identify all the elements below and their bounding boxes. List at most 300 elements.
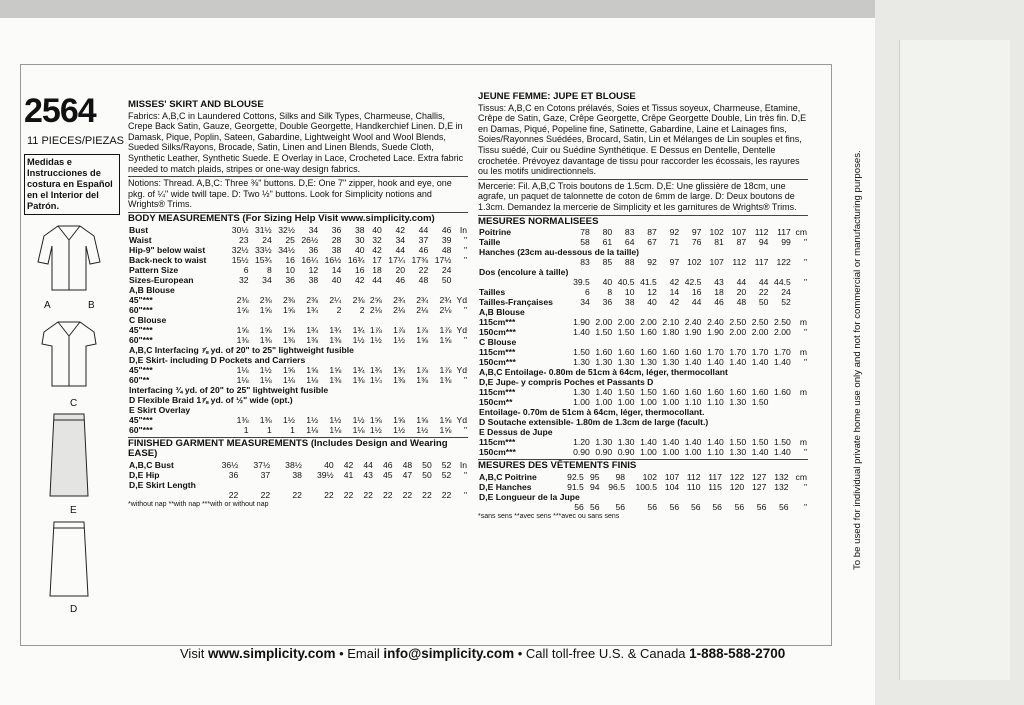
table-cell: 17: [372, 254, 382, 265]
table-row: [478, 407, 808, 417]
table-cell: 1.30: [640, 357, 657, 368]
table-cell: 132: [774, 471, 789, 482]
table-cell: 38: [624, 297, 635, 308]
table-cell: m: [799, 387, 807, 398]
row-label: [478, 257, 569, 267]
table-row: [128, 470, 468, 480]
table-cell: 1.60: [684, 387, 702, 398]
table-cell: 42: [372, 244, 382, 255]
table-cell: 2.40: [684, 317, 702, 328]
table-cell: 28: [331, 234, 342, 245]
view-label-d: D: [70, 604, 78, 615]
footer-email-link[interactable]: info@simplicity.com: [383, 646, 515, 661]
row-label: Dos (encolure à taille): [479, 267, 569, 278]
table-cell: 47: [402, 469, 413, 480]
table-cell: 1.50: [751, 437, 769, 448]
table-cell: 1.70: [729, 347, 747, 358]
table-cell: 1⅜: [393, 374, 406, 385]
table-cell: 1⅝: [259, 324, 272, 335]
table-cell: ": [803, 277, 807, 288]
table-cell: 1.60: [662, 347, 680, 358]
view-label-b: B: [88, 300, 95, 311]
table-cell: 6: [243, 264, 249, 275]
table-cell: 1¾: [352, 364, 365, 375]
french-yardage-table: [478, 227, 808, 457]
table-cell: 43: [363, 469, 373, 480]
french-body-title: MESURES NORMALISEES: [478, 215, 808, 228]
table-cell: 2: [359, 304, 365, 315]
table-cell: 52: [781, 297, 791, 308]
table-row: [128, 235, 468, 245]
table-cell: 1¾: [329, 324, 342, 335]
english-notions: Notions: Thread. A,B,C: Three ⅜" buttons. D,E: One 7" zipper, hook and eye, one pkg. of ¼" wide twill tape. D: Two ½" buttons. Look for Simplicity notions and Wrights® Trims.: [128, 176, 468, 210]
french-title: JEUNE FEMME: JUPE ET BLOUSE: [478, 91, 636, 102]
table-cell: 87: [647, 227, 657, 238]
table-cell: 38: [292, 469, 302, 480]
table-cell: 1⅜: [329, 374, 342, 385]
table-cell: 1½: [282, 414, 295, 425]
table-cell: 56: [574, 501, 584, 512]
french-column: [478, 92, 808, 522]
table-cell: 1.60: [640, 327, 657, 338]
table-cell: 1.50: [617, 387, 635, 398]
table-cell: 2.50: [774, 317, 791, 328]
skirt-e-drawing: [36, 412, 102, 500]
table-row: [478, 257, 808, 267]
table-cell: 1½: [369, 424, 382, 435]
table-cell: 1½: [352, 414, 365, 425]
table-cell: 127: [752, 481, 767, 492]
table-cell: 40: [647, 297, 657, 308]
table-cell: 56: [756, 501, 767, 512]
table-cell: 22: [292, 489, 302, 500]
table-cell: 1⅝: [416, 414, 429, 425]
table-row: [478, 437, 808, 447]
table-cell: 48: [736, 297, 747, 308]
row-label: C Blouse: [129, 314, 167, 325]
table-cell: 46: [418, 244, 429, 255]
table-cell: 17½: [434, 254, 452, 265]
table-cell: 1⅛: [329, 424, 342, 435]
table-cell: 16¾: [347, 254, 365, 265]
table-cell: 32: [238, 274, 249, 285]
table-row: [128, 345, 468, 355]
row-label: 45"***: [129, 294, 153, 305]
table-cell: 1⅜: [236, 334, 249, 345]
english-column: [128, 100, 468, 510]
table-row: [128, 395, 468, 405]
table-cell: 81: [714, 237, 724, 248]
table-row: [478, 337, 808, 347]
footer-phone: 1-888-588-2700: [689, 646, 786, 661]
table-cell: 1.90: [684, 327, 702, 338]
table-cell: 38½: [285, 459, 302, 470]
table-row: [128, 460, 468, 470]
table-row: [128, 385, 468, 395]
table-cell: 102: [709, 227, 724, 238]
table-cell: 99: [781, 237, 791, 248]
table-cell: 1⅜: [282, 334, 295, 345]
table-cell: 1.30: [617, 437, 635, 448]
table-cell: 1.60: [617, 347, 635, 358]
table-cell: 52: [441, 459, 452, 470]
table-cell: 43: [714, 277, 724, 288]
table-cell: 32: [372, 234, 382, 245]
table-cell: 1.40: [707, 437, 724, 448]
table-row: [478, 387, 808, 397]
table-cell: 1⅜: [236, 414, 249, 425]
english-finished-table: [128, 460, 468, 500]
table-cell: ": [803, 447, 807, 458]
table-cell: 1½: [259, 364, 272, 375]
table-cell: 40: [331, 274, 342, 285]
table-cell: 36: [285, 274, 295, 285]
table-cell: 44: [372, 274, 382, 285]
table-cell: 44: [758, 277, 769, 288]
row-label: Bust: [129, 224, 149, 235]
table-cell: 32½: [231, 244, 249, 255]
table-cell: 1¾: [369, 364, 382, 375]
table-row: [478, 347, 808, 357]
table-cell: 1.00: [640, 447, 657, 458]
table-cell: 112: [686, 471, 701, 482]
table-cell: ": [463, 424, 467, 435]
table-cell: 1.60: [729, 387, 747, 398]
table-row: [128, 225, 468, 235]
table-row: [478, 297, 808, 307]
table-cell: 1¾: [393, 364, 406, 375]
table-cell: 1.40: [573, 327, 590, 338]
table-cell: 2⅜: [306, 294, 319, 305]
english-yardage-table: [128, 225, 468, 435]
table-cell: 15¾: [255, 254, 272, 265]
table-cell: 14: [331, 264, 342, 275]
table-row: [478, 447, 808, 457]
pattern-number: 2564: [24, 92, 96, 130]
french-nap-key: *sans sens **avec sens ***avec ou sans sens: [478, 512, 620, 520]
table-cell: 1.10: [707, 447, 724, 458]
table-cell: 117: [754, 257, 769, 268]
table-row: [478, 502, 808, 512]
table-cell: 1⅛: [306, 374, 319, 385]
table-cell: 8: [607, 287, 613, 298]
table-cell: 22: [402, 489, 413, 500]
table-cell: 91.5: [567, 481, 584, 492]
table-cell: 30½: [231, 224, 249, 235]
table-cell: 1.30: [595, 437, 613, 448]
french-notions: Mercerie: Fil. A,B,C Trois boutons de 1.5cm. D,E: Une glissière de 18cm, une agrafe, un paquet de talonnette de coton de 6mm de large. D: Deux boutons de 1.3cm. Demandez la mercerie de Simplicity et les garnitures de Wrights® Trims.: [478, 179, 808, 213]
table-cell: 22: [758, 287, 769, 298]
english-nap-key: *without nap **with nap ***with or without nap: [128, 500, 269, 508]
table-cell: 1: [266, 424, 272, 435]
table-cell: 1.50: [573, 347, 590, 358]
contact-footer: [180, 646, 785, 661]
table-cell: 1⅝: [282, 304, 295, 315]
table-cell: 44: [418, 224, 429, 235]
table-cell: 24: [262, 234, 272, 245]
table-cell: 56: [647, 501, 657, 512]
table-cell: 56: [615, 501, 625, 512]
table-cell: 16¼: [301, 254, 319, 265]
table-cell: 102: [642, 471, 657, 482]
table-cell: 1.40: [707, 357, 724, 368]
table-cell: 50: [422, 469, 432, 480]
table-cell: 16: [354, 264, 365, 275]
table-cell: ": [803, 237, 807, 248]
row-label: 45"***: [129, 324, 153, 335]
table-cell: 8: [266, 264, 272, 275]
table-cell: 132: [774, 481, 789, 492]
row-label: 115cm***: [479, 317, 516, 328]
table-cell: 50: [758, 297, 769, 308]
table-cell: 122: [729, 471, 745, 482]
table-cell: 2.50: [729, 317, 747, 328]
row-label: [478, 277, 569, 287]
table-cell: 1.00: [662, 447, 680, 458]
table-cell: ": [803, 501, 807, 512]
table-cell: 44: [395, 244, 406, 255]
table-cell: 1⅞: [393, 324, 406, 335]
table-cell: 30: [354, 234, 365, 245]
row-label: [128, 490, 208, 500]
row-label: A,B,C Entoilage- 0.80m de 51cm à 64cm, léger, thermocollant: [479, 367, 728, 378]
table-cell: 1.40: [662, 437, 680, 448]
table-row: [478, 472, 808, 482]
table-cell: 1⅝: [282, 324, 295, 335]
table-cell: 46: [441, 224, 452, 235]
table-cell: 1⅞: [369, 324, 382, 335]
table-cell: 1⅝: [393, 414, 406, 425]
footer-website-link[interactable]: www.simplicity.com: [207, 646, 336, 661]
table-cell: 98: [615, 471, 625, 482]
table-cell: 22: [422, 489, 432, 500]
table-cell: 2¾: [416, 294, 429, 305]
table-cell: 1.00: [640, 397, 657, 408]
table-row: [128, 425, 468, 435]
table-cell: 46: [714, 297, 724, 308]
row-label: 60"**: [129, 374, 150, 385]
table-cell: 56: [712, 501, 722, 512]
table-row: [128, 285, 468, 295]
french-fabrics: Tissus: A,B,C en Cotons prélavés, Soies et Tissus soyeux, Charmeuse, Etamine, Crêpe de Satin, Gaze, Crêpe Georgette, Crêpe Georgette Double, Lin très fin. D,E en Damas, Piqué, Popeline fine, Satinette, Gabardine, Laine et Lainages fins, Soies/Rayonnes Suédées, Brocard, Satin, Lin et Mélanges de Lin souples et fins, Tissu suédé, Cuir ou Suédine Synthétique. E Dessus en Dentelle, Dentelle crochetée. Prévoyez davantage de tissu pour raccorder les écossais, les rayures ou les motifs unidirectionnels.: [478, 102, 807, 177]
table-cell: 44: [691, 297, 702, 308]
table-cell: 1⅜: [352, 374, 365, 385]
row-label: Hanches (23cm au-dessous de la taille): [479, 247, 639, 258]
table-cell: 1.50: [617, 327, 635, 338]
table-cell: 42: [669, 297, 680, 308]
table-cell: 2.00: [774, 327, 791, 338]
blouse-c-drawing: [36, 318, 102, 390]
table-cell: 1⅛: [259, 374, 272, 385]
row-label: 60"***: [129, 334, 153, 345]
row-label: Hip-9" below waist: [129, 244, 206, 255]
table-cell: 1.70: [774, 347, 791, 358]
view-label-c: C: [70, 398, 78, 409]
table-cell: 2⅛: [369, 304, 382, 315]
table-cell: [792, 287, 808, 297]
table-cell: 102: [687, 257, 702, 268]
table-row: [128, 295, 468, 305]
table-cell: 22: [228, 489, 239, 500]
table-cell: 44: [736, 277, 747, 288]
table-cell: 1⅛: [236, 374, 249, 385]
table-cell: cm: [795, 227, 807, 238]
table-cell: 2.40: [707, 317, 724, 328]
table-cell: 97: [669, 257, 680, 268]
table-cell: 110: [686, 481, 701, 492]
table-cell: 50: [441, 274, 452, 285]
table-cell: 58: [580, 237, 590, 248]
row-label: Tailles-Françaises: [479, 297, 553, 308]
table-cell: 40.5: [617, 277, 635, 288]
table-cell: 42: [395, 224, 406, 235]
usage-notice-text: To be used for individual private home use only and not for commercial or manufacturing purposes.: [852, 150, 863, 570]
table-cell: 12: [308, 264, 319, 275]
table-cell: 44.5: [774, 277, 791, 288]
table-cell: 2.00: [595, 317, 613, 328]
spanish-note: Medidas e Instrucciones de costura en Español en el Interior del Patrón.: [24, 154, 120, 215]
table-cell: 18: [714, 287, 724, 298]
table-cell: In: [459, 224, 467, 235]
footer-email-label: • Email: [335, 646, 384, 661]
row-label: D,E Hanches: [479, 481, 532, 492]
table-row: [478, 377, 808, 387]
table-cell: 1.00: [662, 397, 680, 408]
table-cell: 71: [669, 237, 680, 248]
table-cell: 1⅜: [259, 414, 272, 425]
table-cell: 1.50: [729, 437, 747, 448]
table-row: [478, 367, 808, 377]
pieces-count: 11 PIECES/PIEZAS: [27, 135, 125, 147]
table-cell: 78: [580, 227, 590, 238]
table-cell: 1.60: [595, 347, 613, 358]
table-row: [478, 237, 808, 247]
table-row: [128, 480, 468, 490]
table-cell: 33½: [255, 244, 272, 255]
table-cell: Yd: [456, 364, 467, 375]
table-cell: In: [459, 459, 467, 470]
table-cell: 2⅝: [369, 294, 382, 305]
table-cell: 36: [331, 224, 342, 235]
row-label: Sizes-European: [129, 274, 194, 285]
table-cell: 1¾: [306, 304, 319, 315]
row-label: A,B,C Bust: [129, 459, 174, 470]
table-cell: 17⅜: [411, 254, 429, 265]
table-row: [128, 375, 468, 385]
table-cell: 2.00: [729, 327, 747, 338]
table-cell: 16: [285, 254, 295, 265]
row-label: 150cm**: [479, 397, 513, 408]
table-cell: 1.40: [595, 387, 613, 398]
table-cell: ": [463, 489, 467, 500]
row-label: D Soutache extensible- 1.80m de 1.3cm de large (facult.): [479, 417, 709, 428]
table-cell: ": [803, 357, 807, 368]
table-cell: 1⅜: [439, 374, 452, 385]
row-label: D,E Jupe- y compris Poches et Passants D: [479, 377, 654, 388]
table-cell: 1.60: [662, 387, 680, 398]
table-cell: 1.90: [707, 327, 724, 338]
table-cell: 61: [602, 237, 613, 248]
table-cell: ": [463, 374, 467, 385]
table-cell: 1.30: [662, 357, 680, 368]
table-cell: 1.00: [573, 397, 590, 408]
table-cell: 42: [343, 459, 354, 470]
table-cell: 1⅝: [306, 364, 319, 375]
table-cell: 1½: [393, 334, 406, 345]
table-cell: 44: [363, 459, 373, 470]
table-cell: 56: [779, 501, 789, 512]
table-cell: 34½: [278, 244, 295, 255]
row-label: 115cm***: [479, 437, 516, 448]
table-cell: 2¾: [393, 294, 406, 305]
table-cell: 83: [624, 227, 635, 238]
table-row: [128, 305, 468, 315]
table-cell: 2¾: [439, 294, 452, 305]
table-cell: 48: [418, 274, 429, 285]
table-cell: 22: [441, 489, 452, 500]
table-cell: 112: [754, 227, 769, 238]
table-cell: 45: [382, 469, 393, 480]
table-cell: 107: [731, 227, 747, 238]
table-cell: 1⅝: [236, 304, 249, 315]
table-cell: 22: [343, 489, 354, 500]
table-cell: 1⅞: [416, 364, 429, 375]
table-cell: 1⅜: [329, 334, 342, 345]
table-cell: 1.40: [774, 357, 791, 368]
table-cell: 92: [647, 257, 657, 268]
table-cell: 1⅝: [329, 364, 342, 375]
table-cell: 87: [736, 237, 747, 248]
row-label: D,E Skirt Length: [129, 479, 196, 490]
table-cell: 1.30: [573, 387, 590, 398]
table-cell: 1.30: [595, 357, 613, 368]
table-row: [478, 227, 808, 237]
table-cell: 39.5: [573, 277, 590, 288]
table-cell: 1.50: [640, 387, 657, 398]
table-cell: 1½: [306, 414, 319, 425]
row-label: 150cm***: [479, 357, 516, 368]
table-cell: 2¼: [329, 294, 342, 305]
row-label: D Flexible Braid 1⅞ yd. of ½" wide (opt.): [129, 394, 293, 405]
table-cell: 94: [589, 481, 600, 492]
table-cell: 1.40: [640, 437, 657, 448]
table-cell: 42.5: [684, 277, 702, 288]
table-cell: 1.70: [707, 347, 724, 358]
table-cell: 34: [580, 297, 590, 308]
table-cell: 64: [624, 237, 635, 248]
table-cell: ": [803, 481, 807, 492]
table-cell: m: [799, 437, 807, 448]
table-cell: 0.90: [573, 447, 590, 458]
table-cell: Yd: [456, 294, 467, 305]
table-cell: 100.5: [635, 481, 657, 492]
table-cell: 20: [736, 287, 747, 298]
table-cell: 42: [354, 274, 365, 285]
table-cell: 1.00: [595, 397, 613, 408]
table-cell: 2⅜: [282, 294, 295, 305]
table-cell: 48: [402, 459, 413, 470]
table-cell: 1.60: [707, 387, 724, 398]
table-cell: 38: [331, 244, 342, 255]
table-cell: ": [463, 304, 467, 315]
row-label: 60"***: [129, 424, 153, 435]
table-cell: 83: [580, 257, 590, 268]
table-cell: ": [803, 257, 807, 268]
table-cell: 2⅛: [416, 304, 429, 315]
table-cell: 48: [441, 244, 452, 255]
table-cell: 16: [691, 287, 702, 298]
table-cell: 1⅝: [236, 324, 249, 335]
